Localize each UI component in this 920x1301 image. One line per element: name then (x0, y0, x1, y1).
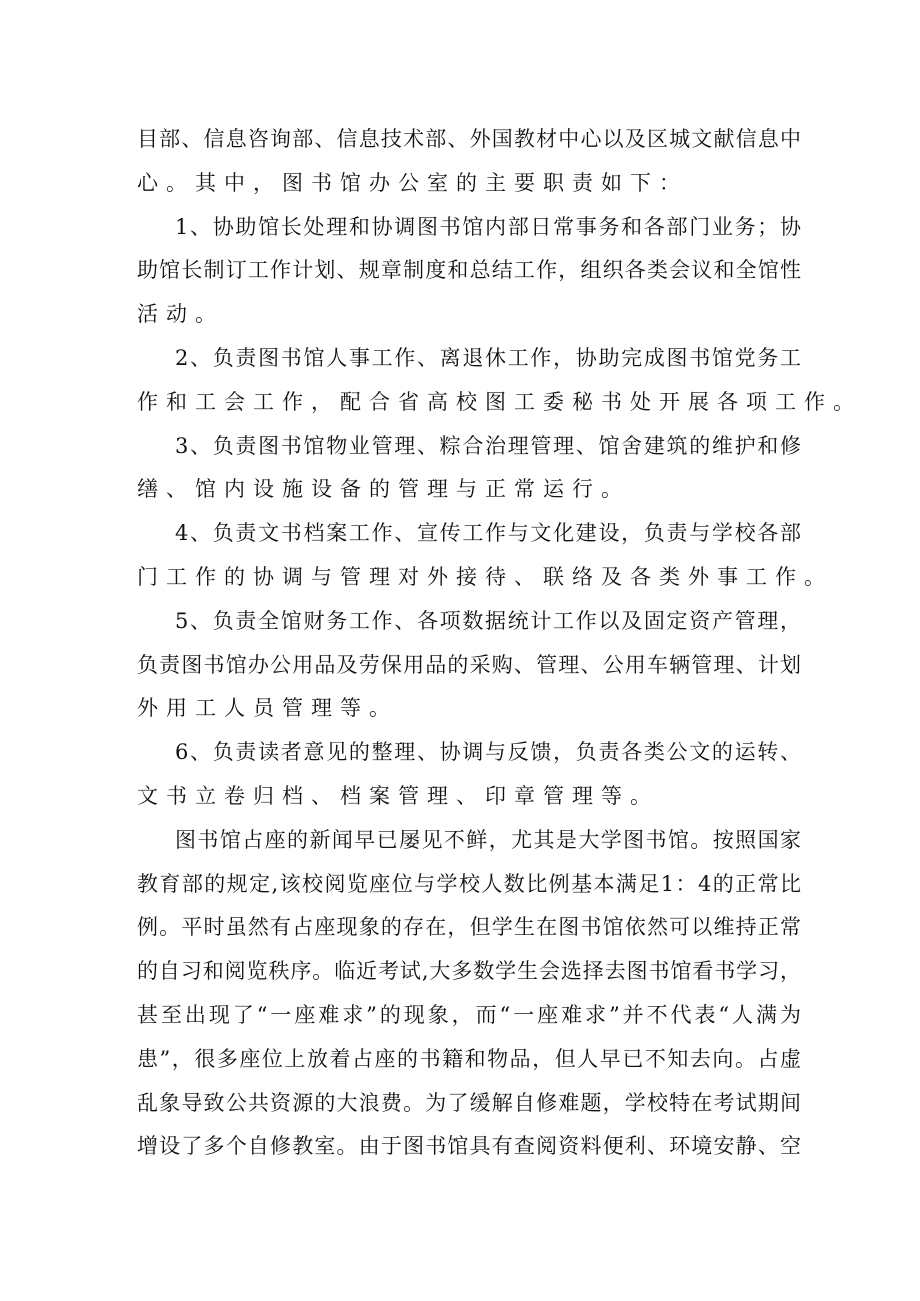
paragraph (137, 425, 801, 513)
text-line: 2、负责图书馆人事工作、离退休工作，协助完成图书馆党务工 (175, 345, 801, 370)
text-line: 目部、信息咨询部、信息技术部、外国教材中心以及区城文献信息中 (137, 127, 801, 151)
text-line: 图书馆占座的新闻早已屡见不鲜，尤其是大学图书馆。按照国家 (175, 827, 801, 852)
text-line: 4、负责文书档案工作、宣传工作与文化建设，负责与学校各部 (175, 521, 801, 546)
text-line: 增设了多个自修教室。由于图书馆具有查阅资料便利、环境安静、空 (137, 1134, 801, 1159)
paragraph (137, 819, 801, 1169)
text-line: 负责图书馆办公用品及劳保用品的采购、管理、公用车辆管理、计划 (137, 652, 801, 677)
paragraph (137, 118, 801, 206)
text-line: 3、负责图书馆物业管理、粽合治理管理、馆舍建筑的维护和修 (175, 433, 801, 458)
text-line: 患”，很多座位上放着占座的书籍和物品，但人早已不知去向。占虚 (137, 1046, 801, 1071)
text-line: 作和工会工作，配合省高校图工委秘书处开展各项工作。 (137, 389, 862, 414)
text-line: 6、负责读者意见的整理、协调与反馈，负责各类公文的运转、 (175, 740, 801, 765)
text-line: 活动。 (137, 302, 224, 327)
text-line: 文书立卷归档、档案管理、印章管理等。 (137, 783, 659, 808)
paragraph (137, 512, 833, 600)
text-line: 外用工人员管理等。 (137, 696, 398, 721)
text-line: 门工作的协调与管理对外接待、联络及各类外事工作。 (137, 564, 833, 589)
paragraph (137, 731, 801, 819)
paragraph (137, 206, 801, 337)
text-line: 例。平时虽然有占座现象的存在，但学生在图书馆依然可以维持正常 (137, 915, 801, 940)
paragraph (137, 337, 862, 425)
text-line: 的自习和阅览秩序。临近考试,大多数学生会选择去图书馆看书学习， (137, 959, 801, 984)
text-line: 缮、馆内设施设备的管理与正常运行。 (137, 477, 630, 502)
text-line: 助馆长制订工作计划、规章制度和总结工作，组织各类会议和全馆性 (137, 258, 801, 283)
text-line: 甚至出现了“一座难求”的现象，而“一座难求”并不代表“人满为 (137, 1002, 801, 1027)
text-line: 心。其中，图书馆办公室的主要职责如下： (137, 170, 688, 195)
text-line: 教育部的规定,该校阅览座位与学校人数比例基本满足1：4的正常比 (137, 871, 801, 896)
document-body (137, 118, 862, 1169)
paragraph (137, 600, 801, 731)
text-line: 5、负责全馆财务工作、各项数据统计工作以及固定资产管理， (175, 608, 801, 633)
text-line: 乱象导致公共资源的大浪费。为了缓解自修难题，学校特在考试期间 (137, 1090, 801, 1115)
text-line: 1、协助馆长处理和协调图书馆内部日常事务和各部门业务；协 (175, 214, 801, 239)
